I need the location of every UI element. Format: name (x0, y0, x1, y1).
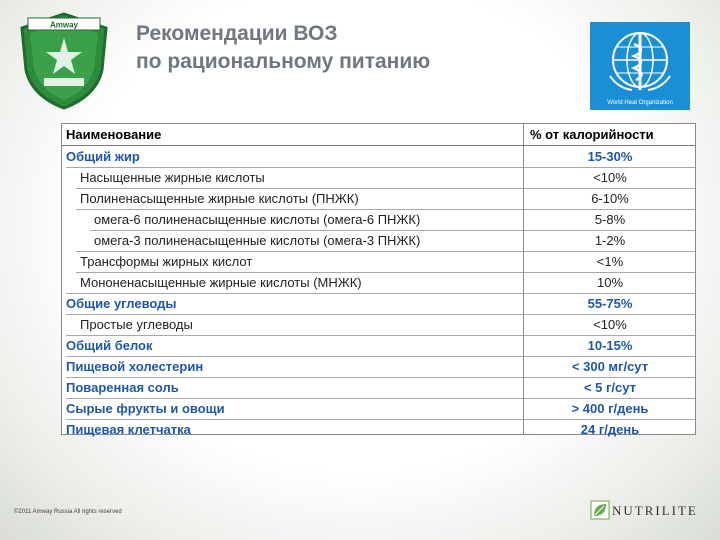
recommendations-table (61, 123, 696, 435)
table-row (62, 356, 695, 377)
row-value: 10-15% (587, 338, 633, 353)
row-value: < 300 мг/сут (571, 359, 649, 374)
who-emblem-icon (590, 22, 690, 98)
copyright-text: ©2011 Amway Russia All rights reserved (14, 509, 122, 515)
table-row (62, 209, 695, 230)
table-row (62, 146, 695, 167)
who-caption: World Heat Organization (607, 100, 673, 106)
row-name: Простые углеводы (80, 317, 193, 332)
row-value: <10% (593, 317, 627, 332)
title-line-2: по рациональному питанию (136, 50, 431, 73)
row-name: омега-6 полиненасыщенные кислоты (омега-6 ПНЖК) (94, 212, 421, 227)
row-name: Общие углеводы (66, 296, 177, 311)
table-row (62, 251, 695, 272)
row-value: 10% (596, 275, 624, 290)
page-title (136, 20, 566, 76)
table-row (62, 377, 695, 398)
row-value: > 400 г/день (571, 401, 649, 416)
table-row (62, 272, 695, 293)
row-value: <10% (593, 170, 627, 185)
row-value: 6-10% (591, 191, 629, 206)
table-row (62, 167, 695, 188)
row-value: <1% (596, 254, 624, 269)
table-row (62, 230, 695, 251)
row-value: 15-30% (587, 149, 633, 164)
row-value: 55-75% (587, 296, 633, 311)
table-row (62, 293, 695, 314)
row-name: Полиненасыщенные жирные кислоты (ПНЖК) (80, 191, 359, 206)
table-row (62, 398, 695, 419)
row-name: Пищевая клетчатка (66, 422, 191, 437)
row-name: Общий белок (66, 338, 153, 353)
row-value: 1-2% (594, 233, 626, 248)
table-row (62, 188, 695, 209)
brand-text: NUTRILITE (612, 503, 698, 518)
row-name: Трансформы жирных кислот (80, 254, 253, 269)
nutrilite-brand (590, 500, 710, 520)
row-name: Мононенасыщенные жирные кислоты (МНЖК) (80, 275, 362, 290)
table-header-row (62, 124, 695, 145)
row-name: Сырые фрукты и овощи (66, 401, 225, 416)
row-value: < 5 г/сут (583, 380, 637, 395)
column-header-percent: % от калорийности (530, 127, 654, 142)
logo-text: Amway (49, 20, 79, 30)
table-row (62, 335, 695, 356)
who-logo (590, 22, 690, 110)
table-row (62, 419, 695, 440)
row-value: 24 г/день (580, 422, 640, 437)
title-line-1: Рекомендации ВОЗ (136, 22, 338, 45)
row-name: Насыщенные жирные кислоты (80, 170, 265, 185)
row-value: 5-8% (594, 212, 626, 227)
leaf-icon (590, 500, 610, 520)
row-name: омега-3 полиненасыщенные кислоты (омега-3 ПНЖК) (94, 233, 421, 248)
shield-logo-icon (14, 8, 114, 112)
row-name: Пищевой холестерин (66, 359, 204, 374)
row-name: Общий жир (66, 149, 140, 164)
column-header-name: Наименование (66, 127, 162, 142)
table-row (62, 314, 695, 335)
row-name: Поваренная соль (66, 380, 179, 395)
